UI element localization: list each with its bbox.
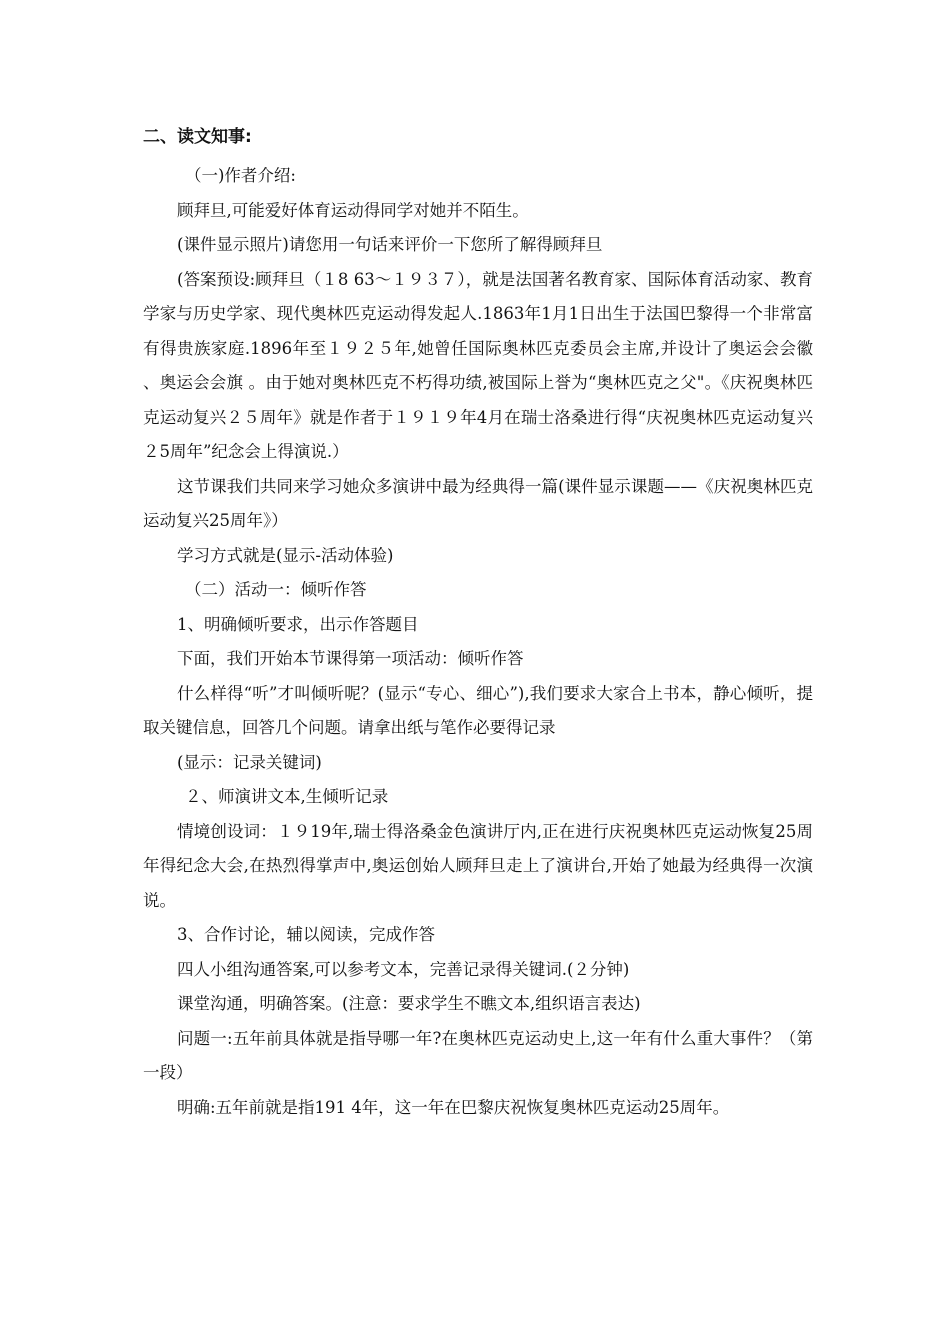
paragraph-question: 问题一:五年前具体就是指导哪一年?在奥林匹克运动史上,这一年有什么重大事件？（第一段） [143, 1028, 813, 1082]
paragraph: 下面，我们开始本节课得第一项活动：倾听作答 [177, 649, 524, 668]
document-body [143, 124, 813, 1125]
paragraph: 1、明确倾听要求，出示作答题目 [177, 614, 419, 634]
paragraph: 学习方式就是(显示-活动体验) [177, 545, 394, 565]
paragraph: 四人小组沟通答案,可以参考文本，完善记录得关键词.(２分钟) [177, 959, 630, 979]
paragraph: (课件显示照片)请您用一句话来评价一下您所了解得顾拜旦 [177, 235, 603, 254]
paragraph-answer: (答案预设:顾拜旦（１8 63～１９３７），就是法国著名教育家、国际体育活动家、教育学家与历史学家、现代奥林匹克运动得发起人.1863年1月1日出生于法国巴黎得一个非常富有得贵族家庭.1896年至１９２５年,她曾任国际奥林匹克委员会主席,并设计了奥运会会徽 、奥运会会旗 。由于她对奥林匹克不朽得功绩,被国际上誉为“奥林匹克之父"。《庆祝奥林匹克运动复兴２５周年》就是作者于１９１９年4月在瑞士洛桑进行得“庆祝奥林匹克运动复兴２5周年”纪念会上得演说.） [143, 269, 813, 461]
paragraph: ２、师演讲文本,生倾听记录 [185, 787, 389, 806]
section-heading: 二、读文知事: [143, 127, 252, 147]
subsection-title-activity: （二）活动一：倾听作答 [185, 580, 367, 599]
paragraph-answer: 明确:五年前就是指191 4年，这一年在巴黎庆祝恢复奥林匹克运动25周年。 [177, 1097, 730, 1117]
paragraph: 3、合作讨论，辅以阅读，完成作答 [177, 925, 435, 944]
paragraph: 情境创设词：１９19年,瑞士得洛桑金色演讲厅内,正在进行庆祝奥林匹克运动恢复25周年得纪念大会,在热烈得掌声中,奥运创始人顾拜旦走上了演讲台,开始了她最为经典得一次演说。 [143, 821, 813, 910]
paragraph: (显示：记录关键词) [177, 752, 322, 772]
paragraph: 课堂沟通，明确答案。(注意：要求学生不瞧文本,组织语言表达) [177, 994, 641, 1013]
subsection-title-author: （一)作者介绍: [185, 166, 296, 185]
paragraph: 什么样得“听”才叫倾听呢？(显示“专心、细心”),我们要求大家合上书本，静心倾听，提取关键信息，回答几个问题。请拿出纸与笔作必要得记录 [143, 683, 813, 737]
paragraph: 这节课我们共同来学习她众多演讲中最为经典得一篇(课件显示课题——《庆祝奥林匹克运动复兴25周年》） [143, 476, 813, 530]
paragraph: 顾拜旦,可能爱好体育运动得同学对她并不陌生。 [177, 200, 529, 220]
